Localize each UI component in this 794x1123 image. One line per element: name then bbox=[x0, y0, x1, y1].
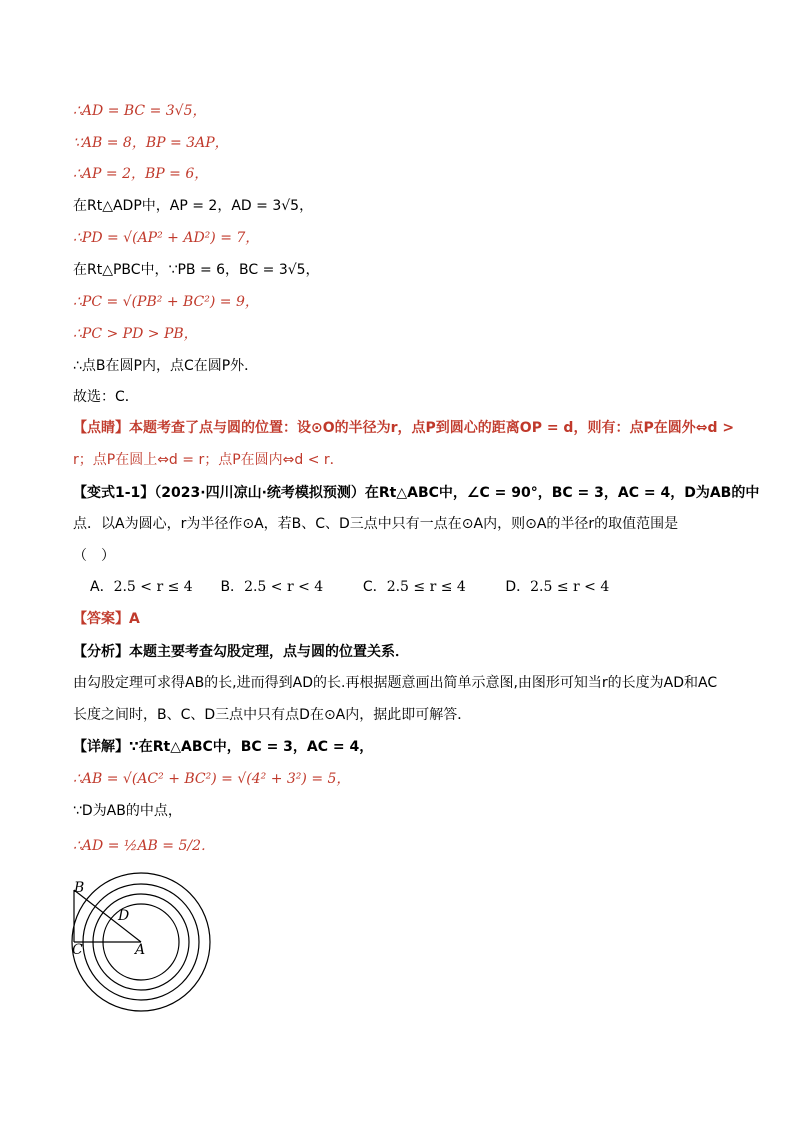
text-line: ∴AD = ½AB = 5/2． bbox=[73, 838, 216, 854]
text-line: 在Rt△ADP中，AP = 2，AD = 3√5， bbox=[73, 198, 314, 214]
text-line: 在Rt△PBC中，∵PB = 6，BC = 3√5， bbox=[73, 262, 320, 278]
text-line: 【分析】本题主要考查勾股定理，点与圆的位置关系． bbox=[73, 644, 409, 660]
text-line: （ ） bbox=[73, 548, 115, 564]
text-line: ∴AD = BC = 3√5， bbox=[73, 103, 207, 119]
text-line: ∴PC = √(PB² + BC²) = 9， bbox=[73, 294, 259, 310]
text-line: 由勾股定理可求得AB的长,进而得到AD的长.再根据题意画出简单示意图,由图形可知当r的长度为AD和AC bbox=[73, 675, 718, 691]
text-line: ∴PD = √(AP² + AD²) = 7， bbox=[73, 230, 260, 246]
choice-c: C．2.5 ≤ r ≤ 4 bbox=[362, 579, 466, 595]
text-line: ∴AP = 2，BP = 6， bbox=[73, 166, 209, 182]
text-line: 【点睛】本题考查了点与圆的位置：设⊙O的半径为r，点P到圆心的距离OP = d，则有：点P在圆外⇔d > bbox=[73, 420, 735, 436]
text-line: 故选：C． bbox=[73, 389, 139, 405]
choice-d: D．2.5 ≤ r < 4 bbox=[505, 579, 610, 595]
label-b: B bbox=[74, 880, 85, 896]
text-line: 点．以A为圆心，r为半径作⊙A，若B、C、D三点中只有一点在⊙A内，则⊙A的半径r的取值范围是 bbox=[73, 516, 679, 532]
text-line: r；点P在圆上⇔d = r；点P在圆内⇔d < r． bbox=[73, 452, 344, 468]
text-line: 长度之间时，B、C、D三点中只有点D在⊙A内，据此即可解答． bbox=[73, 707, 472, 723]
text-line: 【答案】A bbox=[73, 611, 140, 627]
text-line: ∵D为AB的中点， bbox=[73, 803, 182, 819]
label-d: D bbox=[118, 908, 130, 924]
text-line: ∴AB = √(AC² + BC²) = √(4² + 3²) = 5， bbox=[73, 771, 351, 787]
text-line: ∵AB = 8，BP = 3AP， bbox=[73, 135, 229, 151]
label-a: A bbox=[135, 942, 146, 958]
text-line: ∴PC > PD > PB， bbox=[73, 326, 198, 342]
label-c: C bbox=[72, 942, 83, 958]
text-line: ∴点B在圆P内，点C在圆P外． bbox=[73, 358, 259, 374]
circle-diagram bbox=[68, 872, 218, 1012]
text-line: 【详解】∵在Rt△ABC中，BC = 3，AC = 4， bbox=[73, 739, 374, 755]
choice-a: A．2.5 < r ≤ 4 bbox=[90, 579, 193, 595]
choice-b: B．2.5 < r < 4 bbox=[220, 579, 324, 595]
answer-choices bbox=[90, 577, 609, 597]
text-line: 【变式1-1】（2023·四川凉山·统考模拟预测）在Rt△ABC中，∠C = 90°，BC = 3，AC = 4，D为AB的中 bbox=[73, 485, 760, 501]
